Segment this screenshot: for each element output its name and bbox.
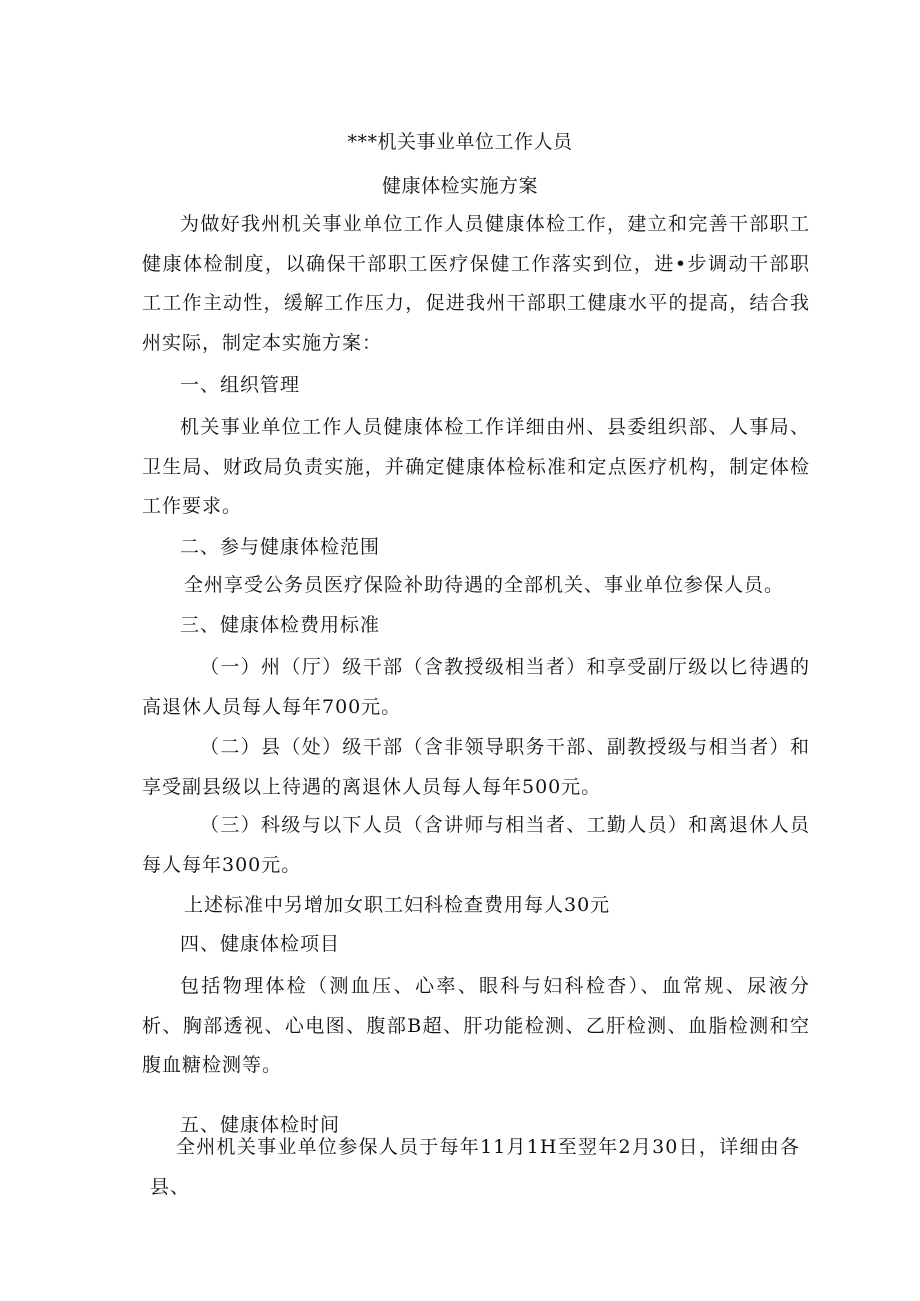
section-heading-cost: 三、健康体检费用标准	[180, 614, 381, 636]
cost-item-1: （一）州（厅）级干部（含教授级相当者）和享受副厅级以匕待遇的高退休人员每人每年700元。	[142, 656, 810, 718]
section-heading-items: 四、健康体检项目	[180, 933, 341, 955]
time-paragraph: 全州机关事业单位参保人员于每年11月1H至翌年2月30日，详细由各县、	[150, 1136, 800, 1198]
section-heading-time: 五、健康体检时间	[180, 1114, 341, 1136]
cost-item-3: （三）科级与以下人员（含讲师与相当者、工勤人员）和离退休人员每人每年300元。	[142, 814, 810, 876]
document-title-line1: ***机关事业单位工作人员	[347, 131, 573, 153]
cost-item-2: （二）县（处）级干部（含非领导职务干部、副教授级与相当者）和享受副县级以上待遇的离退休人员每人每年500元。	[142, 736, 810, 798]
document-title-line2: 健康体检实施方案	[381, 175, 538, 197]
intro-paragraph: 为做好我州机关事业单位工作人员健康体检工作，建立和完善干部职工健康体检制度，以确保干部职工医疗保健工作落实到位，进•步调动干部职工工作主动性，缓解工作压力，促进我州干部职工健康水平的提高，结合我州实际，制定本实施方案：	[142, 213, 810, 354]
section-heading-organization: 一、组织管理	[180, 374, 301, 396]
items-paragraph: 包括物理体检（测血压、心率、眼科与妇科检杳）、血常规、尿液分析、胸部透视、心电图、腹部B超、肝功能检测、乙肝检测、血脂检测和空腹血糖检测等。	[142, 975, 810, 1076]
cost-note: 上述标准中另增加女职工妇科检查费用每人30元	[184, 894, 611, 916]
scope-paragraph: 全州享受公务员医疗保险补助待遇的全部机关、事业单位参保人员。	[184, 574, 785, 596]
section-heading-scope: 二、参与健康体检范围	[180, 536, 381, 558]
organization-paragraph: 机关事业单位工作人员健康体检工作详细由州、县委组织部、人事局、卫生局、财政局负责实施，并确定健康体检标准和定点医疗机构，制定体检工作要求。	[142, 416, 810, 517]
